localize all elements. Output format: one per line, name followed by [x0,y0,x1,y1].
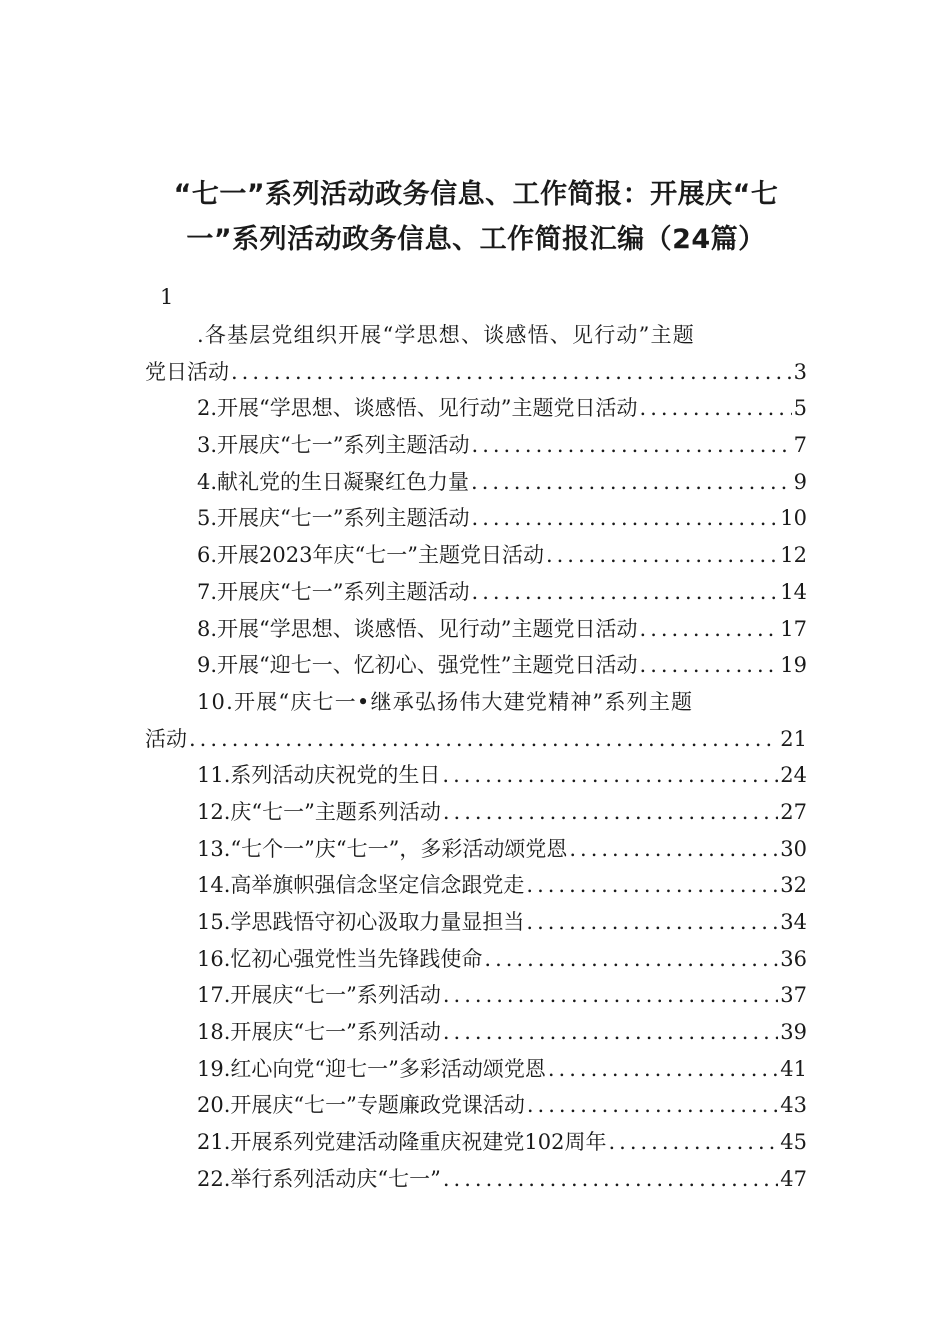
section-number: 1 [160,285,174,309]
toc-entry-title: 20.开展庆“七一”专题廉政党课活动 [197,1093,525,1118]
toc-page-number: 30 [780,836,807,861]
toc-page-number: 36 [780,946,807,971]
toc-entry-title: 15.学思践悟守初心汲取力量显担当 [197,910,525,934]
toc-entry-title: 2.开展“学思想、谈感悟、见行动”主题党日活动 [197,396,638,421]
toc-page-number: 3 [793,359,807,384]
dot-leader [471,464,792,501]
toc-page-number: 43 [780,1093,807,1118]
toc-entry[interactable] [145,1051,807,1088]
toc-entry-title: 11.系列活动庆祝党的生日 [197,763,441,788]
dot-leader [640,390,792,427]
dot-leader [443,1014,778,1051]
toc-entry-title: 13.“七个一”庆“七一”，多彩活动颂党恩 [197,836,568,861]
dot-leader [484,941,778,978]
toc-entry-title: 3.开展庆“七一”系列主题活动 [197,433,470,458]
dot-leader [443,977,778,1014]
dot-leader [608,1124,778,1161]
toc-page-number: 45 [780,1130,807,1155]
toc-entry-title: 14.高举旗帜强信念坚定信念跟党走 [197,873,525,898]
toc-entry-title: 7.开展庆“七一”系列主题活动 [197,579,470,604]
dot-leader [640,647,779,684]
dot-leader [526,904,778,941]
toc-entry[interactable] [145,1161,807,1198]
toc-entry[interactable] [145,977,807,1014]
toc-entry[interactable] [145,464,807,501]
dot-leader [548,1051,778,1088]
toc-page-number: 27 [780,799,807,824]
toc-page-number: 10 [780,506,807,531]
toc-page-number: 19 [780,653,807,678]
toc-entry[interactable] [145,427,807,464]
toc-page-number: 14 [780,579,807,604]
toc-entry[interactable] [145,684,807,757]
dot-leader [472,427,792,464]
toc-entry[interactable] [145,904,807,941]
toc-entry-title-line1: .各基层党组织开展“学思想、谈感悟、见行动”主题 [197,323,695,347]
dot-leader [443,794,778,831]
toc-entry[interactable] [145,1124,807,1161]
dot-leader [546,537,778,574]
toc-entry[interactable] [145,794,807,831]
toc-page-number: 9 [793,469,807,494]
toc-entry-title: 16.忆初心强党性当先锋践使命 [197,946,483,971]
toc-entry-title: 4.献礼党的生日凝聚红色力量 [197,469,470,494]
toc-page-number: 24 [780,763,807,788]
toc-page-number: 37 [780,983,807,1008]
toc-entry-title-line2: 活动 [145,726,187,751]
toc-page-number: 5 [793,396,807,421]
toc-page-number: 39 [780,1020,807,1045]
toc-entry-title: 9.开展“迎七一、忆初心、强党性”主题党日活动 [197,653,638,678]
toc-page-number: 41 [780,1056,807,1081]
document-title: “七一”系列活动政务信息、工作简报：开展庆“七一”系列活动政务信息、工作简报汇编（24篇） [173,179,779,255]
toc-entry[interactable] [145,317,807,390]
toc-entry-title: 8.开展“学思想、谈感悟、见行动”主题党日活动 [197,616,638,641]
toc-entry-title: 21.开展系列党建活动隆重庆祝建党102周年 [197,1130,607,1155]
dot-leader [443,1161,778,1198]
toc-entry[interactable] [145,611,807,648]
toc-entry-title: 22.举行系列活动庆“七一” [197,1166,441,1191]
toc-entry[interactable] [145,1014,807,1051]
toc-entry[interactable] [145,941,807,978]
toc-page-number: 7 [793,433,807,458]
toc-entry-title-line2: 党日活动 [145,359,229,384]
toc-entry-title-line1: 10.开展“庆七一•继承弘扬伟大建党精神”系列主题 [197,689,694,714]
toc-entry-title: 17.开展庆“七一”系列活动 [197,983,441,1008]
toc-entry[interactable] [145,757,807,794]
dot-leader [189,721,778,758]
toc-page-number: 32 [780,873,807,898]
toc-page-number: 17 [780,616,807,641]
toc-entry-title: 12.庆“七一”主题系列活动 [197,799,441,824]
dot-leader [442,757,778,794]
toc-page-number: 21 [780,726,807,751]
toc-entry-title: 5.开展庆“七一”系列主题活动 [197,506,470,531]
dot-leader [527,1087,778,1124]
toc-entry[interactable] [145,574,807,611]
toc-entry[interactable] [145,500,807,537]
dot-leader [526,867,778,904]
dot-leader [231,354,792,391]
dot-leader [569,831,778,868]
toc-page-number: 12 [780,543,807,568]
toc-entry-title: 19.红心向党“迎七一”多彩活动颂党恩 [197,1056,546,1081]
toc-entry-title: 18.开展庆“七一”系列活动 [197,1020,441,1045]
toc-page-number: 34 [780,910,807,934]
dot-leader [640,611,779,648]
table-of-contents [145,317,807,1198]
toc-entry[interactable] [145,831,807,868]
toc-entry[interactable] [145,647,807,684]
dot-leader [472,500,779,537]
toc-entry[interactable] [145,1087,807,1124]
toc-entry[interactable] [145,537,807,574]
toc-entry[interactable] [145,390,807,427]
toc-page-number: 47 [780,1166,807,1191]
toc-entry[interactable] [145,867,807,904]
toc-entry-title: 6.开展2023年庆“七一”主题党日活动 [197,543,544,568]
dot-leader [472,574,779,611]
